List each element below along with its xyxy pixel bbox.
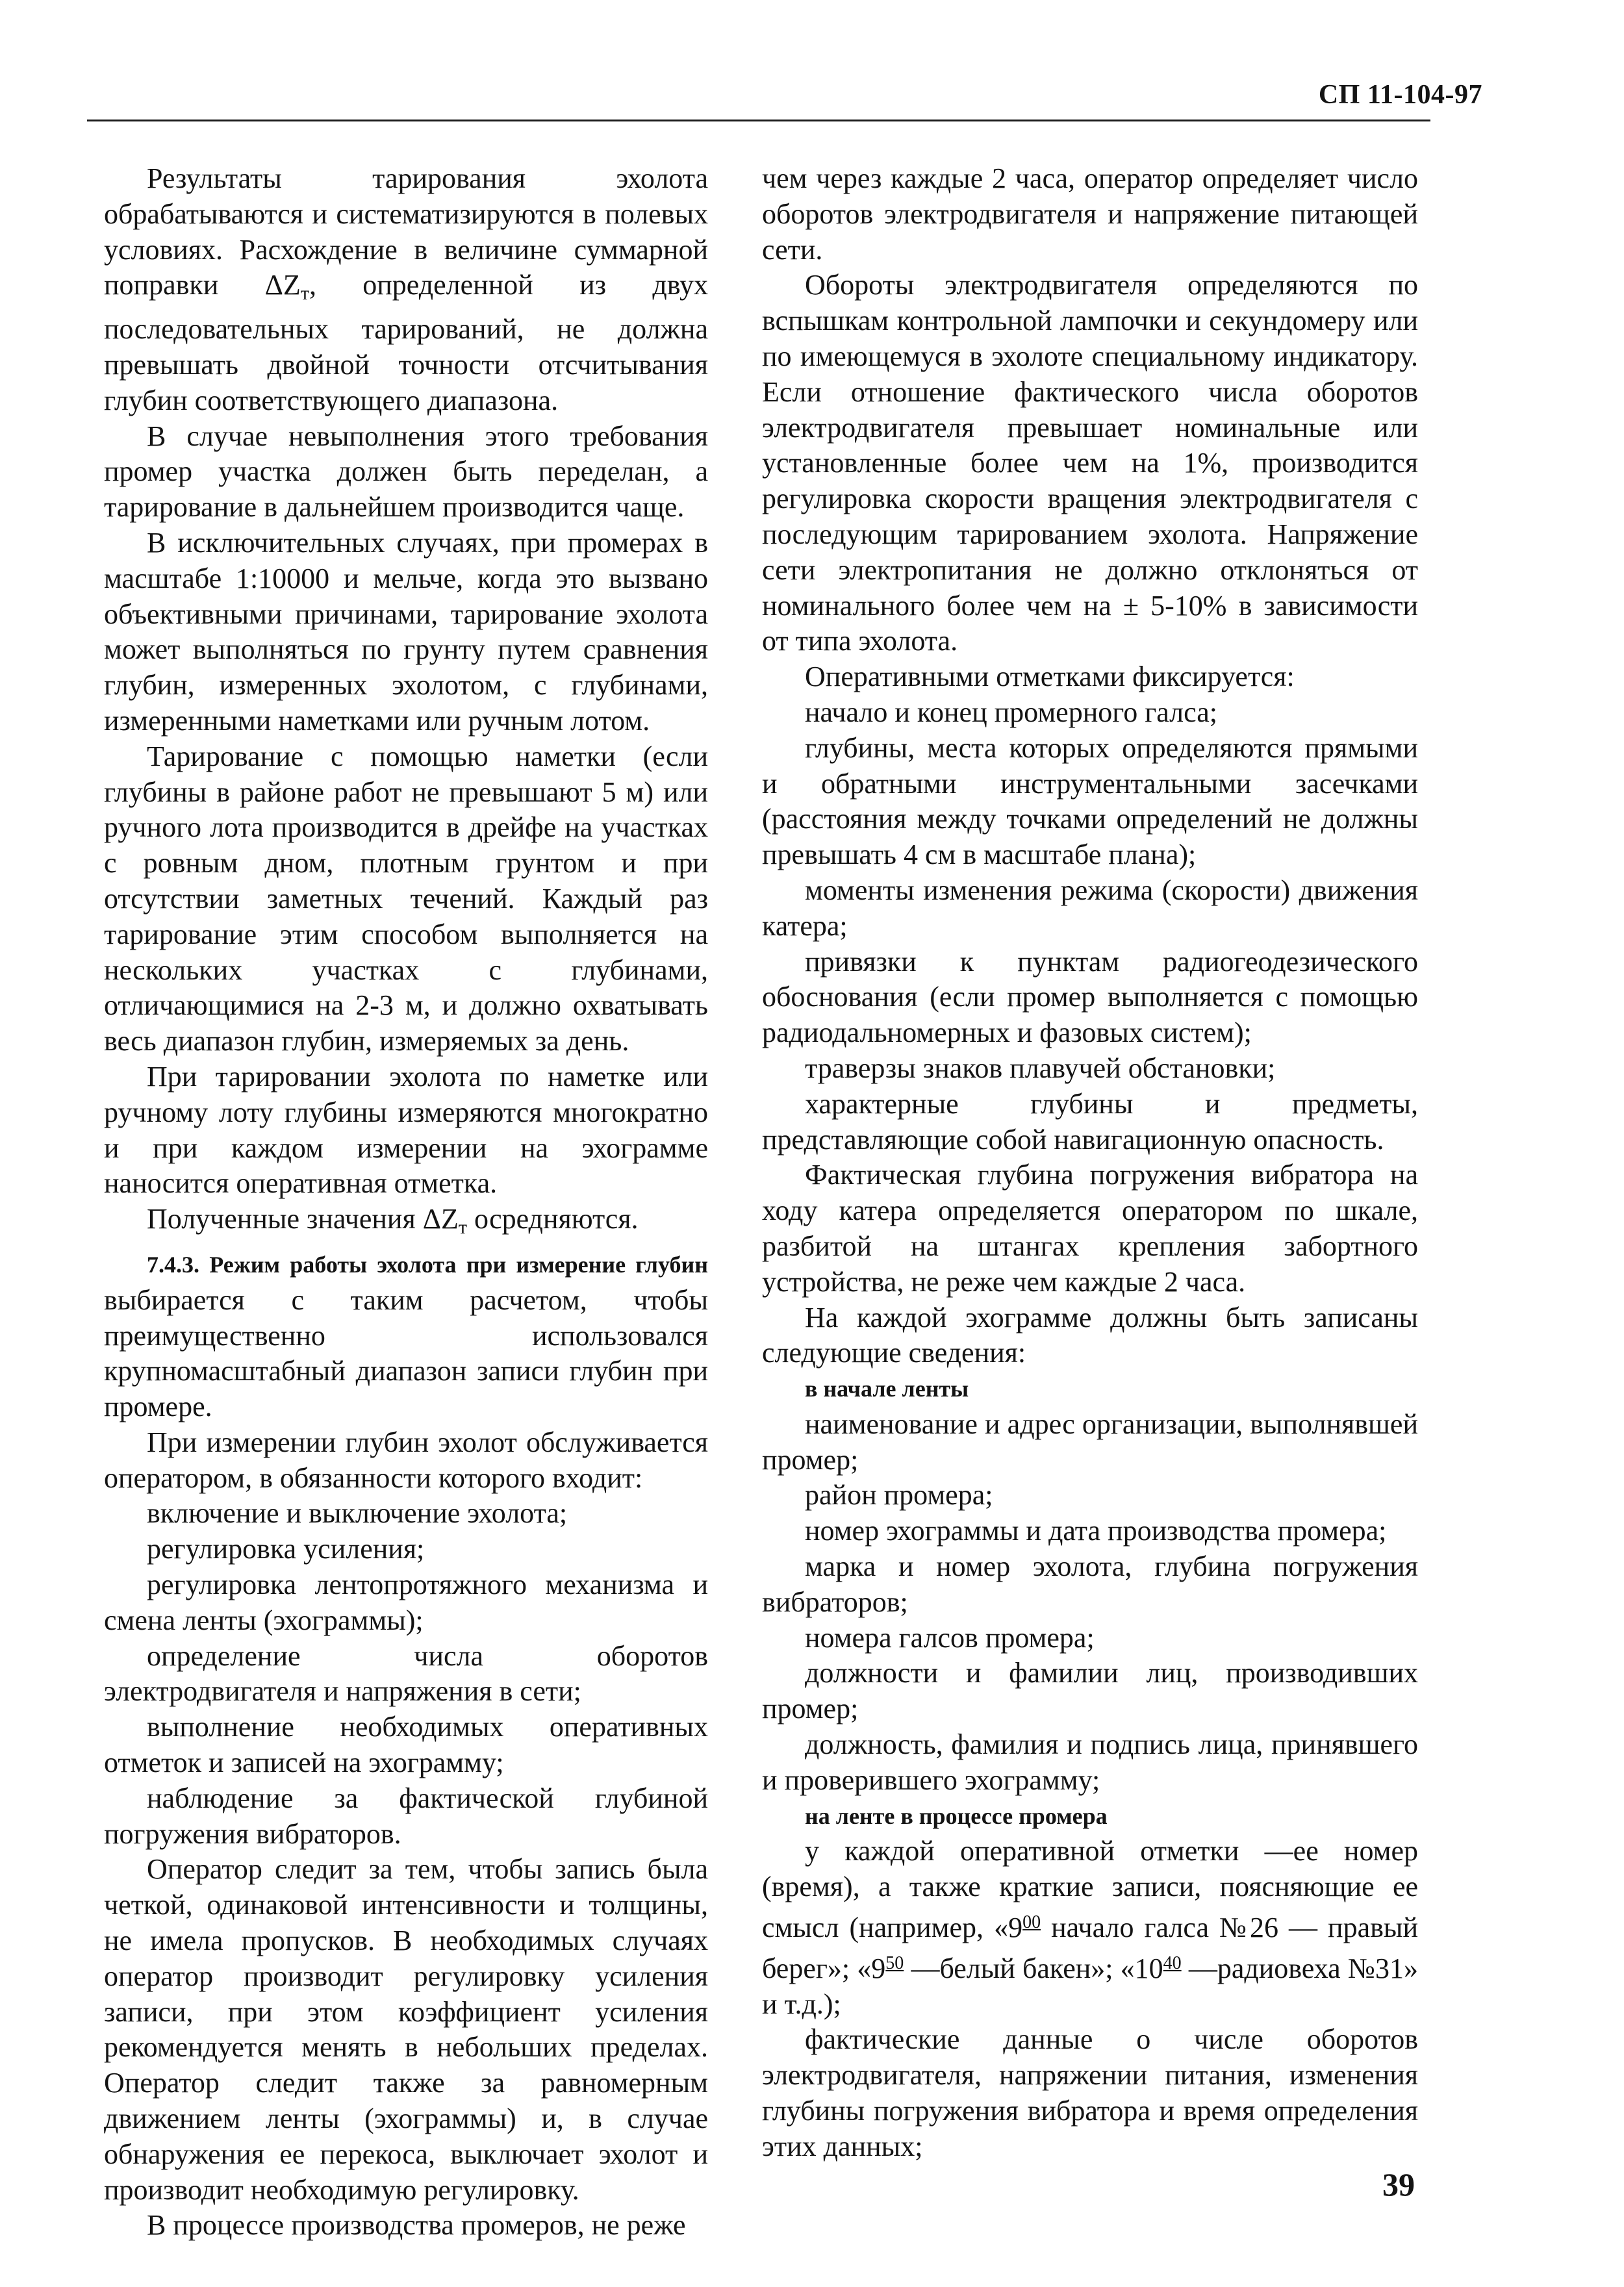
- paragraph: Полученные значения $\Delta Z_т$ осредняются.: [147, 1203, 639, 1239]
- paragraph: В процессе производства промеров, не реже: [147, 2209, 686, 2242]
- paragraph: При измерении глубин эхолот обслуживается оператором, в обязанности которого входит:: [104, 1426, 708, 1494]
- list-item: привязки к пунктам радиогеодезического обоснования (если промер выполняется с помощью радиодальномерных и фазовых систем);: [762, 945, 1418, 1049]
- list-item: наблюдение за фактической глубиной погружения вибраторов.: [104, 1782, 708, 1850]
- paragraph: При тарировании эхолота по наметке или ручному лоту глубины измеряются многократно и при каждом измерении на эхограмме наносится оперативная отметка.: [104, 1060, 708, 1200]
- list-item: район промера;: [805, 1479, 993, 1511]
- list-item: траверзы знаков плавучей обстановки;: [805, 1052, 1276, 1084]
- list-item: фактические данные о числе оборотов электродвигателя, напряжении питания, изменения глубины погружения вибратора и время определения этих данных;: [762, 2023, 1418, 2162]
- list-item: номера галсов промера;: [805, 1621, 1095, 1654]
- list-item: выполнение необходимых оперативных отметок и записей на эхограмму;: [104, 1711, 708, 1779]
- list-item: должности и фамилии лиц, производивших промер;: [762, 1657, 1418, 1725]
- list-item: наименование и адрес организации, выполнявшей промер;: [762, 1408, 1418, 1476]
- list-item: марка и номер эхолота, глубина погружения вибраторов;: [762, 1550, 1418, 1618]
- subheading-start-of-tape: в начале ленты: [805, 1376, 969, 1402]
- list-item: моменты изменения режима (скорости) движения катера;: [762, 874, 1418, 942]
- paragraph: Обороты электродвигателя определяются по вспышкам контрольной лампочки и секундомеру или по имеющемуся в эхолоте специальному индикатору. Если отношение фактического числа оборотов электродвигателя превышает номинальные или установленные более чем на 1%, производится регулировка скорости вращения электродвигателя с последующим тарированием эхолота. Напряжение сети электропитания не должно отклоняться от номинального более чем на ± 5-10% в зависимости от типа эхолота.: [762, 269, 1418, 657]
- paragraph: чем через каждые 2 часа, оператор определяет число оборотов электродвигателя и напряжение питающей сети.: [762, 162, 1418, 266]
- list-item: регулировка усиления;: [147, 1533, 425, 1565]
- list-item: начало и конец промерного галса;: [805, 696, 1217, 728]
- list-item: включение и выключение эхолота;: [147, 1497, 568, 1530]
- paragraph: В случае невыполнения этого требования промер участка должен быть переделан, а тарирование в дальнейшем производится чаще.: [104, 420, 708, 524]
- header-divider-line: [87, 120, 1430, 121]
- list-item: характерные глубины и предметы, представляющие собой навигационную опасность.: [762, 1087, 1418, 1156]
- subheading-during-survey: на ленте в процессе промера: [805, 1802, 1108, 1829]
- paragraph: На каждой эхограмме должны быть записаны следующие сведения:: [762, 1301, 1418, 1369]
- list-item: регулировка лентопротяжного механизма и смена ленты (эхограммы);: [104, 1569, 708, 1636]
- list-item: определение числа оборотов электродвигателя и напряжения в сети;: [104, 1639, 708, 1708]
- left-text-column: [104, 161, 708, 2243]
- list-item: глубины, места которых определяются прямыми и обратными инструментальными засечками (расстояния между точками определений не должны превышать 4 см в масштабе плана);: [762, 731, 1418, 871]
- document-code-header: СП 11-104-97: [1318, 80, 1482, 110]
- paragraph: В исключительных случаях, при промерах в масштабе 1:10000 и мельче, когда это вызвано объективными причинами, тарирование эхолота может выполняться по грунту путем сравнения глубин, измеренных эхолотом, с глубинами, измеренными наметками или ручным лотом.: [104, 526, 708, 737]
- paragraph: Результаты тарирования эхолота обрабатываются и систематизируются в полевых условиях. Расхождение в величине суммарной поправки $\Delta Z_т$, определенной из двух последовательных тарирований, не должна превышать двойной точности отсчитывания глубин соответствующего диапазона.: [104, 162, 708, 416]
- list-item: номер эхограммы и дата производства промера;: [805, 1515, 1387, 1547]
- paragraph: Тарирование с помощью наметки (если глубины в районе работ не превышают 5 м) или ручного лота производится в дрейфе на участках с ровным дном, плотным грунтом и при отсутствии заметных течений. Каждый раз тарирование этим способом выполняется на нескольких участках с глубинами, отличающимися на 2-3 м, и должно охватывать весь диапазон глубин, измеряемых за день.: [104, 740, 708, 1057]
- paragraph: Оперативными отметками фиксируется:: [805, 661, 1295, 693]
- section-heading: 7.4.3. Режим работы эхолота при измерение глубин: [147, 1251, 708, 1278]
- page-number: 39: [1382, 2166, 1415, 2203]
- right-text-column: [762, 161, 1418, 2165]
- list-item: у каждой оперативной отметки —ее номер (время), а также краткие записи, поясняющие ее смысл (например, «$9^{00}$ начало галса №26 — правый берег»; «$9^{50}$ —белый бакен»; «$10^{40}$ —радиовеха №31» и т.д.);: [762, 1835, 1419, 2020]
- section-7-4-3-paragraph: 7.4.3. Режим работы эхолота при измерение глубин выбирается с таким расчетом, чтобы преимущественно использовался крупномасштабный диапазон записи глубин при промере.: [104, 1251, 708, 1423]
- paragraph: Фактическая глубина погружения вибратора на ходу катера определяется оператором по шкале, разбитой на штангах крепления забортного устройства, не реже чем каждые 2 часа.: [762, 1159, 1418, 1298]
- paragraph: Оператор следит за тем, чтобы запись была четкой, одинаковой интенсивности и толщины, не имела пропусков. В необходимых случаях оператор производит регулировку усиления записи, при этом коэффициент усиления рекомендуется менять в небольших пределах. Оператор следит также за равномерным движением ленты (эхограммы) и, в случае обнаружения ее перекоса, выключает эхолот и производит необходимую регулировку.: [104, 1853, 708, 2206]
- list-item: должность, фамилия и подпись лица, принявшего и проверившего эхограмму;: [762, 1728, 1418, 1796]
